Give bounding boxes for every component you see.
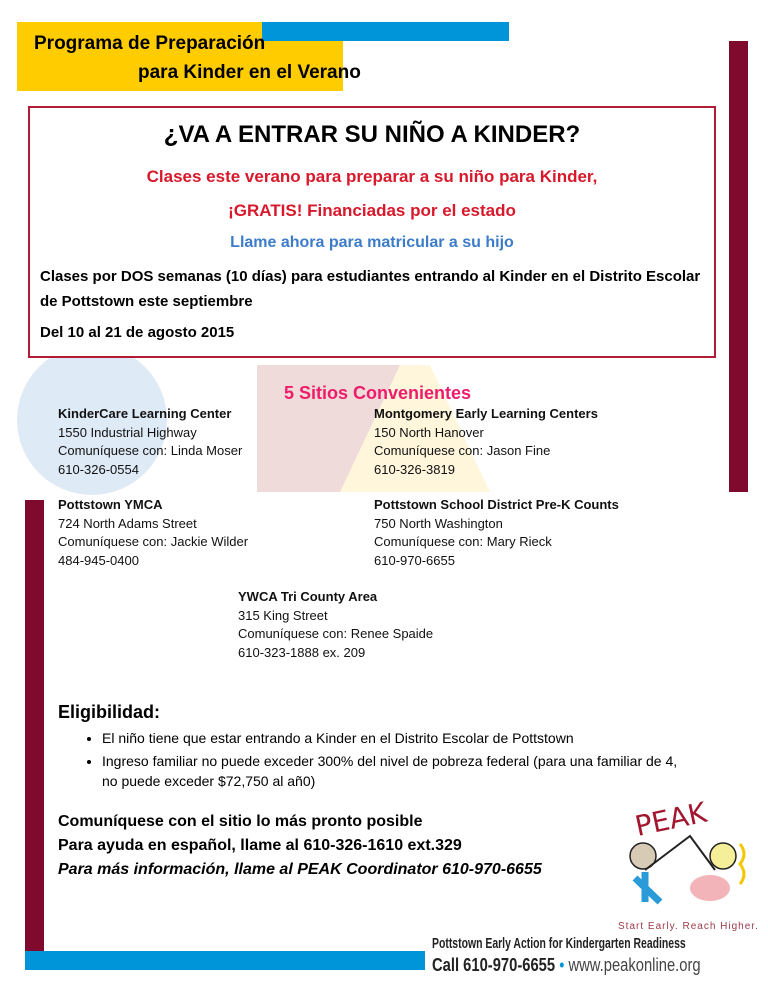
class-dates: Del 10 al 21 de agosto 2015 bbox=[40, 324, 235, 341]
site-phone: 610-970-6655 bbox=[374, 552, 455, 568]
site-name: KinderCare Learning Center bbox=[58, 406, 232, 421]
decorative-blue-bar bbox=[262, 22, 509, 41]
website-link[interactable]: www.peakonline.org bbox=[568, 955, 701, 975]
subtitle-line-2: ¡GRATIS! Financiadas por el estado bbox=[228, 201, 516, 220]
site-phone: 484-945-0400 bbox=[58, 552, 139, 568]
site-entry bbox=[58, 405, 358, 479]
sites-heading: 5 Sitios Convenientes bbox=[284, 383, 472, 403]
contact-info bbox=[58, 810, 613, 882]
site-phone: 610-326-0554 bbox=[58, 461, 139, 477]
eligibility-list bbox=[80, 728, 680, 794]
decorative-maroon-bar-left bbox=[25, 500, 44, 951]
site-entry bbox=[58, 496, 358, 570]
announcement-box bbox=[28, 106, 716, 358]
logo-text: PEAK bbox=[632, 795, 710, 843]
site-address: 1550 Industrial Highway bbox=[58, 424, 197, 440]
separator-dot: • bbox=[559, 955, 565, 975]
eligibility-heading: Eligibilidad: bbox=[58, 702, 160, 722]
eligibility-item: • Ingreso familiar no puede exceder 300% del nivel de pobreza federal (para una familiar de 4, no puede exceder $72,750 al añ0) bbox=[102, 751, 680, 791]
decorative-maroon-bar-right bbox=[729, 41, 748, 492]
subtitle-line-1: Clases este verano para preparar a su niño para Kinder, bbox=[146, 167, 598, 186]
site-address: 150 North Hanover bbox=[374, 424, 484, 440]
site-address: 750 North Washington bbox=[374, 515, 503, 531]
contact-line-3: Para más información, llame al PEAK Coordinator 610-970-6655 bbox=[58, 861, 542, 878]
site-address: 724 North Adams Street bbox=[58, 515, 197, 531]
site-name: YWCA Tri County Area bbox=[238, 589, 378, 604]
eligibility-item: • El niño tiene que estar entrando a Kinder en el Distrito Escolar de Pottstown bbox=[102, 728, 680, 748]
site-name: Montgomery Early Learning Centers bbox=[374, 406, 598, 421]
site-name: Pottstown School District Pre-K Counts bbox=[374, 497, 619, 512]
footer-contact bbox=[432, 955, 701, 976]
decorative-blue-bar-bottom bbox=[25, 951, 425, 970]
footer-phone: Call 610-970-6655 bbox=[432, 955, 556, 975]
site-phone: 610-326-3819 bbox=[374, 461, 455, 477]
class-description: Clases por DOS semanas (10 días) para estudiantes entrando al Kinder en el Distrito Escolar de Pottstown este septiembre bbox=[40, 268, 701, 310]
site-contact: Comuníquese con: Renee Spaide bbox=[238, 626, 434, 641]
main-title: ¿VA A ENTRAR SU NIÑO A KINDER? bbox=[163, 121, 581, 148]
site-contact: Comuníquese con: Jackie Wilder bbox=[58, 534, 249, 549]
site-contact: Comuníquese con: Mary Rieck bbox=[374, 534, 552, 549]
lower-section bbox=[58, 700, 678, 882]
contact-line-1: Comuníquese con el sitio lo más pronto posible bbox=[58, 813, 423, 830]
site-contact: Comuníquese con: Jason Fine bbox=[374, 443, 551, 458]
contact-line-2: Para ayuda en español, llame al 610-326-1610 ext.329 bbox=[58, 837, 462, 854]
site-entry bbox=[374, 405, 674, 479]
peak-logo-icon bbox=[615, 790, 765, 920]
site-entry bbox=[374, 496, 674, 570]
logo-tagline: Start Early. Reach Higher. bbox=[618, 921, 759, 932]
site-phone: 610-323-1888 ex. 209 bbox=[238, 644, 366, 660]
site-address: 315 King Street bbox=[238, 607, 328, 623]
header-line-2: para Kinder en el Verano bbox=[138, 62, 361, 83]
org-name: Pottstown Early Action for Kindergarten Readiness bbox=[432, 936, 686, 952]
site-entry bbox=[238, 588, 538, 662]
header-line-1: Programa de Preparación bbox=[34, 33, 266, 54]
call-to-action: Llame ahora para matricular a su hijo bbox=[230, 234, 514, 251]
site-name: Pottstown YMCA bbox=[58, 497, 163, 512]
site-contact: Comuníquese con: Linda Moser bbox=[58, 443, 243, 458]
